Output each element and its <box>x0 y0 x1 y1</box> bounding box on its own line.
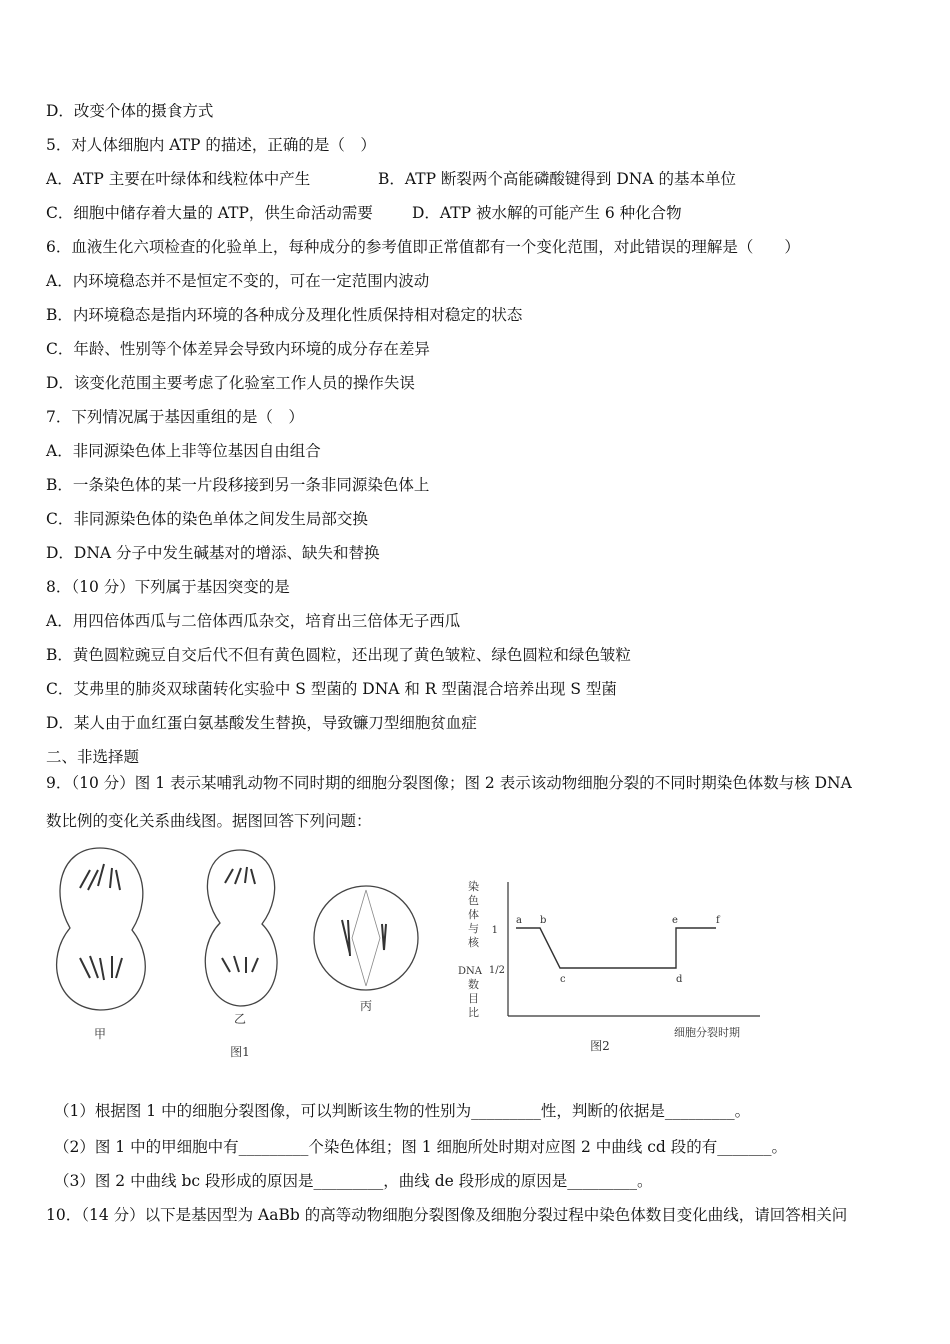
ylabel-char: 色 <box>468 894 479 907</box>
q4-option-d: D．改变个体的摄食方式 <box>46 102 214 120</box>
cell-bing-label: 丙 <box>359 999 373 1013</box>
cell-yi-membrane <box>205 850 277 1006</box>
q6-stem: 6．血液生化六项检查的化验单上，每种成分的参考值即正常值都有一个变化范围，对此错误的理解是（ ） <box>46 238 800 256</box>
q6-option-b: B．内环境稳态是指内环境的各种成分及理化性质保持相对稳定的状态 <box>46 306 523 324</box>
y-tick-label-half: 1/2 <box>488 965 505 976</box>
q6-option-a: A．内环境稳态并不是恒定不变的，可在一定范围内波动 <box>46 272 430 290</box>
ylabel-char: 数 <box>468 978 479 991</box>
q6-option-d: D．该变化范围主要考虑了化验室工作人员的操作失误 <box>46 374 415 392</box>
cell-jia-label: 甲 <box>93 1027 107 1041</box>
point-label-e: e <box>672 915 678 926</box>
curve-line <box>516 928 716 968</box>
cell-bing <box>314 886 418 990</box>
cell-bing-membrane <box>314 886 418 990</box>
q7-option-a: A．非同源染色体上非等位基因自由组合 <box>46 442 321 460</box>
point-label-d: d <box>676 974 683 985</box>
section-heading: 二、非选择题 <box>46 748 140 766</box>
q8-option-d: D．某人由于血红蛋白氨基酸发生替换，导致镰刀型细胞贫血症 <box>46 714 477 732</box>
cell-jia <box>57 848 146 1010</box>
q5-option-d: D．ATP 被水解的可能产生 6 种化合物 <box>412 204 682 222</box>
figure-area <box>40 838 900 1068</box>
figure2-caption: 图2 <box>590 1039 610 1053</box>
ylabel-char: 染 <box>468 880 479 893</box>
q7-option-b: B．一条染色体的某一片段移接到另一条非同源染色体上 <box>46 476 430 494</box>
ylabel-char: 比 <box>468 1006 479 1019</box>
cell-yi-label: 乙 <box>233 1012 247 1026</box>
q5-option-b: B．ATP 断裂两个高能磷酸键得到 DNA 的基本单位 <box>378 170 736 188</box>
q6-option-c: C．年龄、性别等个体差异会导致内环境的成分存在差异 <box>46 340 430 358</box>
q8-stem: 8．（10 分）下列属于基因突变的是 <box>46 578 290 596</box>
cell-yi <box>205 850 277 1006</box>
cell-bing-chromosomes <box>342 920 386 956</box>
ylabel-char: 与 <box>468 922 479 935</box>
q5-option-a: A．ATP 主要在叶绿体和线粒体中产生 <box>46 170 311 188</box>
point-label-f: f <box>716 915 720 926</box>
q9-stem-line1: 9．（10 分）图 1 表示某哺乳动物不同时期的细胞分裂图像；图 2 表示该动物细胞分裂的不同时期染色体数与核 DNA <box>46 774 852 792</box>
figure2-chart <box>458 879 760 1053</box>
q7-stem: 7．下列情况属于基因重组的是（ ） <box>46 408 304 426</box>
ylabel-char: 目 <box>468 992 479 1005</box>
point-label-b: b <box>540 915 547 926</box>
figure-svg <box>40 838 900 1068</box>
figure1-caption: 图1 <box>230 1045 250 1059</box>
q7-option-d: D．DNA 分子中发生碱基对的增添、缺失和替换 <box>46 544 380 562</box>
ylabel-char: 核 <box>468 936 479 949</box>
q8-option-a: A．用四倍体西瓜与二倍体西瓜杂交，培育出三倍体无子西瓜 <box>46 612 461 630</box>
point-label-a: a <box>516 915 522 926</box>
figure2-ylabel <box>458 879 483 1019</box>
q8-option-b: B．黄色圆粒豌豆自交后代不但有黄色圆粒，还出现了黄色皱粒、绿色圆粒和绿色皱粒 <box>46 646 631 664</box>
q10-stem: 10．（14 分）以下是基因型为 AaBb 的高等动物细胞分裂图像及细胞分裂过程中染色体数目变化曲线，请回答相关问 <box>46 1206 848 1224</box>
cell-jia-chromosomes <box>80 864 122 980</box>
q8-option-c: C．艾弗里的肺炎双球菌转化实验中 S 型菌的 DNA 和 R 型菌混合培养出现 S 型菌 <box>46 680 617 698</box>
q5-stem: 5．对人体细胞内 ATP 的描述，正确的是（ ） <box>46 136 376 154</box>
point-label-c: c <box>560 974 566 985</box>
ylabel-char: 体 <box>468 908 479 921</box>
q9-stem-line2: 数比例的变化关系曲线图。据图回答下列问题： <box>46 812 372 830</box>
ylabel-char: DNA <box>458 966 482 977</box>
q9-sub2: （2）图 1 中的甲细胞中有_________个染色体组；图 1 细胞所处时期对应图 2 中曲线 cd 段的有_______。 <box>54 1138 787 1156</box>
q7-option-c: C．非同源染色体的染色单体之间发生局部交换 <box>46 510 368 528</box>
cell-yi-chromosomes <box>222 867 258 973</box>
q9-sub3: （3）图 2 中曲线 bc 段形成的原因是_________，曲线 de 段形成的原因是_________。 <box>54 1172 653 1190</box>
x-axis-label: 细胞分裂时期 <box>674 1026 740 1039</box>
q5-option-c: C．细胞中储存着大量的 ATP，供生命活动需要 <box>46 204 373 222</box>
cell-bing-spindle <box>352 890 380 986</box>
q9-sub1: （1）根据图 1 中的细胞分裂图像，可以判断该生物的性别为_________性，判断的依据是_________。 <box>54 1102 751 1120</box>
y-tick-label-1: 1 <box>491 925 498 936</box>
